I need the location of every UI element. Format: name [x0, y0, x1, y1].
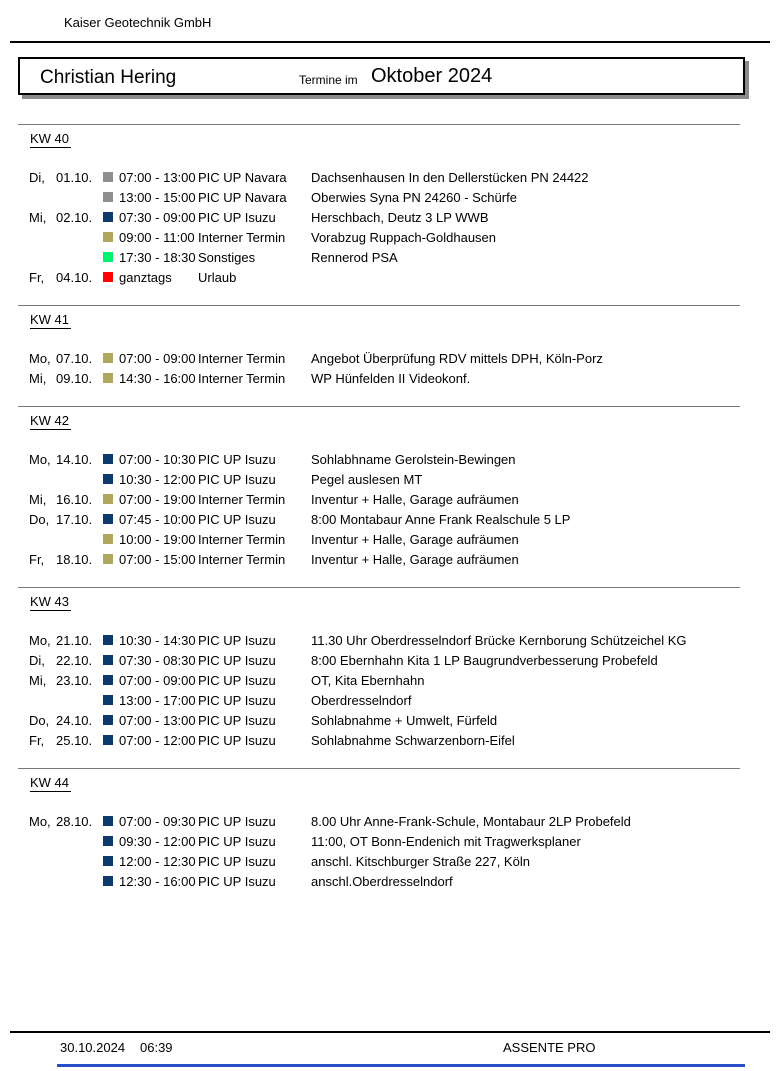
day-cell: Mi, [29, 491, 47, 507]
time-cell: 07:30 - 09:00 [119, 209, 196, 225]
company-name: Kaiser Geotechnik GmbH [64, 15, 212, 30]
type-cell: Interner Termin [198, 531, 286, 547]
appointment-row [0, 449, 780, 469]
time-cell: 14:30 - 16:00 [119, 370, 196, 386]
week-rows [0, 630, 780, 750]
type-cell: PIC UP Isuzu [198, 732, 276, 748]
category-color-swatch [103, 876, 113, 886]
week-section [0, 124, 780, 287]
type-cell: PIC UP Navara [198, 169, 287, 185]
day-cell: Mo, [29, 813, 51, 829]
week-divider [18, 124, 740, 125]
time-cell: 10:00 - 19:00 [119, 531, 196, 547]
week-section [0, 768, 780, 891]
time-cell: ganztags [119, 269, 172, 285]
type-cell: PIC UP Isuzu [198, 712, 276, 728]
description-cell: 8:00 Montabaur Anne Frank Realschule 5 LP [311, 511, 571, 527]
appointment-row [0, 509, 780, 529]
time-cell: 12:00 - 12:30 [119, 853, 196, 869]
category-color-swatch [103, 373, 113, 383]
description-cell: Pegel auslesen MT [311, 471, 423, 487]
description-cell: Herschbach, Deutz 3 LP WWB [311, 209, 489, 225]
description-cell: 11:00, OT Bonn-Endenich mit Tragwerksplaner [311, 833, 581, 849]
appointment-row [0, 368, 780, 388]
appointment-row [0, 207, 780, 227]
week-section [0, 406, 780, 569]
date-cell: 17.10. [56, 511, 93, 527]
day-cell: Fr, [29, 551, 45, 567]
description-cell: Inventur + Halle, Garage aufräumen [311, 491, 519, 507]
appointment-row [0, 348, 780, 368]
type-cell: Interner Termin [198, 350, 286, 366]
day-cell: Mi, [29, 209, 47, 225]
description-cell: Vorabzug Ruppach-Goldhausen [311, 229, 497, 245]
description-cell: 11.30 Uhr Oberdresselndorf Brücke Kernborung Schützeichel KG [311, 632, 687, 648]
type-cell: PIC UP Isuzu [198, 853, 276, 869]
week-label: KW 41 [30, 312, 70, 327]
time-cell: 07:00 - 09:30 [119, 813, 196, 829]
time-cell: 07:45 - 10:00 [119, 511, 196, 527]
time-cell: 07:00 - 10:30 [119, 451, 196, 467]
category-color-swatch [103, 534, 113, 544]
time-cell: 17:30 - 18:30 [119, 249, 196, 265]
day-cell: Mo, [29, 451, 51, 467]
type-cell: PIC UP Isuzu [198, 511, 276, 527]
week-rows [0, 449, 780, 569]
day-cell: Do, [29, 712, 50, 728]
time-cell: 07:30 - 08:30 [119, 652, 196, 668]
appointment-row [0, 851, 780, 871]
category-color-swatch [103, 675, 113, 685]
time-cell: 07:00 - 09:00 [119, 350, 196, 366]
date-cell: 25.10. [56, 732, 93, 748]
description-cell: Sohlabnahme Schwarzenborn-Eifel [311, 732, 515, 748]
appointment-row [0, 630, 780, 650]
header-rule [10, 41, 770, 43]
time-cell: 09:30 - 12:00 [119, 833, 196, 849]
type-cell: PIC UP Isuzu [198, 833, 276, 849]
date-cell: 23.10. [56, 672, 93, 688]
time-cell: 13:00 - 17:00 [119, 692, 196, 708]
type-cell: Urlaub [198, 269, 237, 285]
date-cell: 01.10. [56, 169, 93, 185]
type-cell: Interner Termin [198, 551, 286, 567]
description-cell: Angebot Überprüfung RDV mittels DPH, Köln-Porz [311, 350, 603, 366]
day-cell: Do, [29, 511, 50, 527]
title-prefix: Termine im [299, 73, 358, 87]
appointment-row [0, 187, 780, 207]
description-cell: Oberdresselndorf [311, 692, 412, 708]
week-label: KW 42 [30, 413, 70, 428]
week-divider [18, 587, 740, 588]
week-label: KW 40 [30, 131, 70, 146]
category-color-swatch [103, 474, 113, 484]
category-color-swatch [103, 212, 113, 222]
type-cell: PIC UP Isuzu [198, 692, 276, 708]
week-divider [18, 305, 740, 306]
title-box [18, 57, 745, 95]
category-color-swatch [103, 816, 113, 826]
time-cell: 07:00 - 09:00 [119, 672, 196, 688]
time-cell: 10:30 - 12:00 [119, 471, 196, 487]
category-color-swatch [103, 272, 113, 282]
time-cell: 07:00 - 13:00 [119, 712, 196, 728]
date-cell: 09.10. [56, 370, 93, 386]
time-cell: 07:00 - 19:00 [119, 491, 196, 507]
appointment-row [0, 670, 780, 690]
appointment-row [0, 549, 780, 569]
week-section [0, 305, 780, 388]
day-cell: Di, [29, 652, 45, 668]
type-cell: PIC UP Isuzu [198, 873, 276, 889]
week-rows [0, 167, 780, 287]
title-month: Oktober 2024 [371, 65, 493, 87]
type-cell: PIC UP Isuzu [198, 813, 276, 829]
week-divider [18, 768, 740, 769]
appointment-row [0, 489, 780, 509]
week-divider [18, 406, 740, 407]
type-cell: Interner Termin [198, 229, 286, 245]
description-cell: WP Hünfelden II Videokonf. [311, 370, 471, 386]
week-label: KW 43 [30, 594, 70, 609]
date-cell: 04.10. [56, 269, 93, 285]
date-cell: 18.10. [56, 551, 93, 567]
category-color-swatch [103, 353, 113, 363]
day-cell: Fr, [29, 732, 45, 748]
appointment-row [0, 650, 780, 670]
category-color-swatch [103, 172, 113, 182]
date-cell: 07.10. [56, 350, 93, 366]
time-cell: 10:30 - 14:30 [119, 632, 196, 648]
category-color-swatch [103, 715, 113, 725]
type-cell: PIC UP Isuzu [198, 652, 276, 668]
category-color-swatch [103, 494, 113, 504]
appointment-row [0, 529, 780, 549]
description-cell: Rennerod PSA [311, 249, 398, 265]
day-cell: Fr, [29, 269, 45, 285]
type-cell: Sonstiges [198, 249, 256, 265]
category-color-swatch [103, 635, 113, 645]
date-cell: 02.10. [56, 209, 93, 225]
category-color-swatch [103, 192, 113, 202]
day-cell: Mi, [29, 370, 47, 386]
day-cell: Mo, [29, 632, 51, 648]
category-color-swatch [103, 454, 113, 464]
type-cell: PIC UP Navara [198, 189, 287, 205]
type-cell: Interner Termin [198, 491, 286, 507]
date-cell: 16.10. [56, 491, 93, 507]
time-cell: 12:30 - 16:00 [119, 873, 196, 889]
appointment-row [0, 167, 780, 187]
appointment-row [0, 227, 780, 247]
time-cell: 07:00 - 15:00 [119, 551, 196, 567]
week-section [0, 587, 780, 750]
description-cell: Sohlabnahme + Umwelt, Fürfeld [311, 712, 498, 728]
category-color-swatch [103, 554, 113, 564]
description-cell: Inventur + Halle, Garage aufräumen [311, 531, 519, 547]
date-cell: 28.10. [56, 813, 93, 829]
category-color-swatch [103, 232, 113, 242]
description-cell: anschl. Kitschburger Straße 227, Köln [311, 853, 530, 869]
category-color-swatch [103, 856, 113, 866]
week-label: KW 44 [30, 775, 70, 790]
footer-time: 06:39 [140, 1040, 173, 1055]
type-cell: PIC UP Isuzu [198, 209, 276, 225]
appointment-row [0, 811, 780, 831]
date-cell: 21.10. [56, 632, 93, 648]
footer-app-name: ASSENTE PRO [503, 1040, 596, 1055]
appointment-row [0, 690, 780, 710]
appointment-row [0, 710, 780, 730]
category-color-swatch [103, 655, 113, 665]
appointment-row [0, 831, 780, 851]
day-cell: Mo, [29, 350, 51, 366]
day-cell: Mi, [29, 672, 47, 688]
type-cell: Interner Termin [198, 370, 286, 386]
description-cell: anschl.Oberdresselndorf [311, 873, 453, 889]
time-cell: 07:00 - 12:00 [119, 732, 196, 748]
day-cell: Di, [29, 169, 45, 185]
appointment-row [0, 267, 780, 287]
type-cell: PIC UP Isuzu [198, 471, 276, 487]
description-cell: Oberwies Syna PN 24260 - Schürfe [311, 189, 517, 205]
weeks-container [0, 124, 780, 909]
time-cell: 07:00 - 13:00 [119, 169, 196, 185]
description-cell: 8:00 Ebernhahn Kita 1 LP Baugrundverbesserung Probefeld [311, 652, 658, 668]
type-cell: PIC UP Isuzu [198, 672, 276, 688]
appointment-row [0, 247, 780, 267]
category-color-swatch [103, 735, 113, 745]
category-color-swatch [103, 514, 113, 524]
type-cell: PIC UP Isuzu [198, 632, 276, 648]
description-cell: Sohlabhname Gerolstein-Bewingen [311, 451, 516, 467]
description-cell: OT, Kita Ebernhahn [311, 672, 425, 688]
footer-rule [10, 1031, 770, 1033]
footer-date: 30.10.2024 [60, 1040, 126, 1055]
description-cell: Dachsenhausen In den Dellerstücken PN 24422 [311, 169, 589, 185]
time-cell: 09:00 - 11:00 [119, 229, 195, 245]
category-color-swatch [103, 836, 113, 846]
time-cell: 13:00 - 15:00 [119, 189, 196, 205]
description-cell: 8.00 Uhr Anne-Frank-Schule, Montabaur 2LP Probefeld [311, 813, 631, 829]
date-cell: 14.10. [56, 451, 93, 467]
date-cell: 24.10. [56, 712, 93, 728]
appointment-row [0, 730, 780, 750]
week-rows [0, 811, 780, 891]
week-rows [0, 348, 780, 388]
appointment-row [0, 871, 780, 891]
description-cell: Inventur + Halle, Garage aufräumen [311, 551, 519, 567]
appointment-row [0, 469, 780, 489]
date-cell: 22.10. [56, 652, 93, 668]
type-cell: PIC UP Isuzu [198, 451, 276, 467]
person-name: Christian Hering [40, 67, 177, 88]
category-color-swatch [103, 695, 113, 705]
bottom-border-line [57, 1064, 745, 1067]
category-color-swatch [103, 252, 113, 262]
